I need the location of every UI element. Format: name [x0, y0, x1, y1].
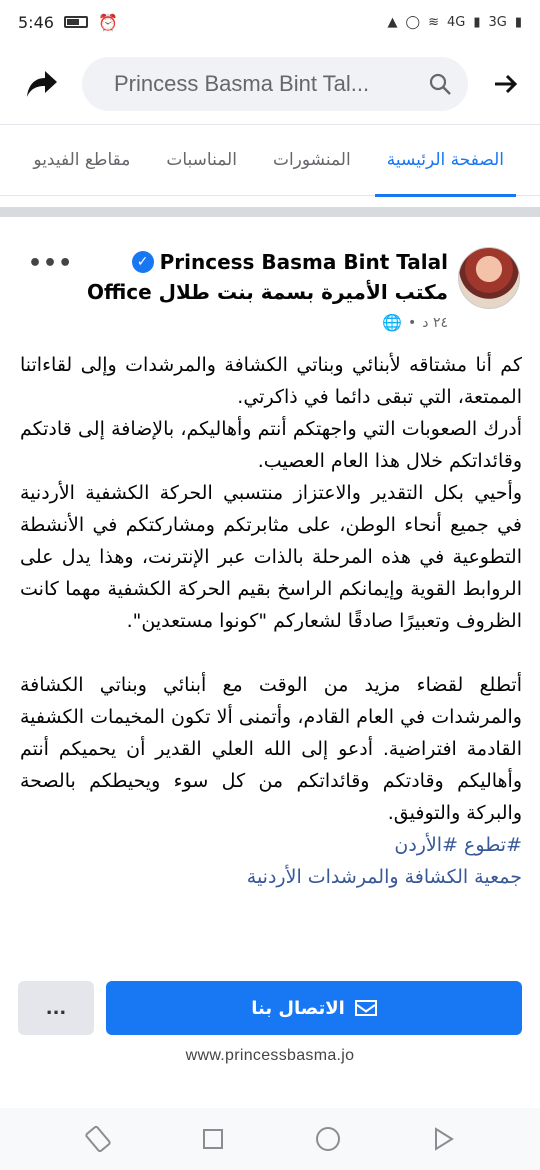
post-card: [0, 217, 540, 1077]
search-input[interactable]: [82, 57, 468, 111]
circle-icon: [316, 1127, 340, 1151]
whatsapp-icon: ◯: [405, 14, 421, 30]
mail-icon: [355, 1000, 377, 1016]
hashtags[interactable]: #تطوع #الأردن: [394, 834, 522, 856]
notification-icon: ▲: [387, 14, 398, 30]
back-button[interactable]: [486, 56, 526, 112]
network-label-2: 3G: [488, 14, 507, 30]
post-line-1: كم أنا مشتاقه لأبنائي وبناتي الكشافة والمرشدات وإلى لقاءاتنا الممتعة، التي تبقى دائما في ذاكرتي.: [20, 354, 522, 408]
share-button[interactable]: [14, 56, 70, 112]
tab-posts[interactable]: المنشورات: [272, 150, 351, 170]
post-line-3: وأحيي بكل التقدير والاعتزاز منتسبي الحركة الكشفية الأردنية في جميع أنحاء الوطن، على مثابرتكم ومشاركتكم في الأنشطة التطوعية في هذه المرحلة بالذات عبر الإنترنت، وهذا يدل على الروابط القوية وإيمانكم الراسخ بقيم الحركة الكشفية مهما كانت الظروف وتعبيرًا صادقًا لشعاركم "كونوا مستعدين".: [20, 482, 522, 632]
author-name: Princess Basma Bint Talal: [159, 250, 448, 274]
back-nav-button[interactable]: [423, 1119, 463, 1159]
signal-icon-2: ▮: [514, 14, 522, 30]
section-divider: [0, 207, 540, 217]
more-button[interactable]: ...: [18, 981, 94, 1035]
post-options-button[interactable]: •••: [28, 251, 74, 276]
share-icon: [25, 69, 59, 99]
website-link[interactable]: www.princessbasma.jo: [185, 1047, 355, 1064]
rotate-button[interactable]: [78, 1119, 118, 1159]
search-text: Princess Basma Bint Tal...: [114, 71, 370, 96]
post-actions: [18, 981, 522, 1035]
rotate-icon: [84, 1125, 112, 1153]
post-author[interactable]: [87, 247, 448, 307]
org-link[interactable]: جمعية الكشافة والمرشدات الأردنية: [246, 866, 522, 888]
alarm-icon: ⏰: [97, 12, 118, 32]
post-time[interactable]: ٢٤ د: [422, 314, 448, 331]
home-button[interactable]: [308, 1119, 348, 1159]
post-paragraph-2: أتطلع لقضاء مزيد من الوقت مع أبنائي وبناتي الكشافة والمرشدات في العام القادم، وأتمنى ألا تكون المخيمات الكشفية القادمة افتراضية. أدعو إلى الله العلي القدير أن يحميكم أنتم وأهاليكم وقادتكم وقائداتكم من كل سوء ويحيطكم بالصحة والبركة والتوفيق.: [20, 674, 522, 824]
author-subtitle: مكتب الأميرة بسمة بنت طلال Office: [86, 280, 448, 304]
post-meta: ٢٤ د • 🌐: [382, 313, 448, 332]
search-icon: [428, 72, 452, 96]
recents-button[interactable]: [193, 1119, 233, 1159]
system-nav-bar: [0, 1108, 540, 1170]
tab-videos[interactable]: مقاطع الفيديو: [33, 150, 131, 170]
status-time: 5:46: [18, 12, 54, 32]
battery-icon: [64, 16, 88, 28]
status-bar: [0, 0, 540, 44]
square-icon: [203, 1129, 223, 1149]
avatar[interactable]: [458, 247, 520, 309]
network-label-1: 4G: [446, 14, 466, 30]
verified-icon: ✓: [132, 251, 154, 273]
arrow-right-icon: [493, 73, 519, 95]
page-tabs: [0, 124, 540, 196]
tab-home[interactable]: الصفحة الرئيسية: [369, 124, 522, 196]
top-bar: [0, 44, 540, 124]
post-line-2: أدرك الصعوبات التي واجهتكم أنتم وأهاليكم، بالإضافة إلى قادتكم وقائداتكم خلال هذا العام العصيب.: [20, 418, 522, 472]
signal-icon: ▮: [473, 14, 481, 30]
triangle-back-icon: [432, 1127, 454, 1151]
post-header: [0, 231, 540, 332]
globe-icon: 🌐: [382, 313, 402, 332]
contact-button[interactable]: [106, 981, 522, 1035]
post-text: [20, 349, 522, 893]
contact-label: الاتصال بنا: [251, 997, 345, 1019]
wifi-icon: ≋: [428, 14, 439, 30]
tab-events[interactable]: المناسبات: [166, 150, 237, 170]
